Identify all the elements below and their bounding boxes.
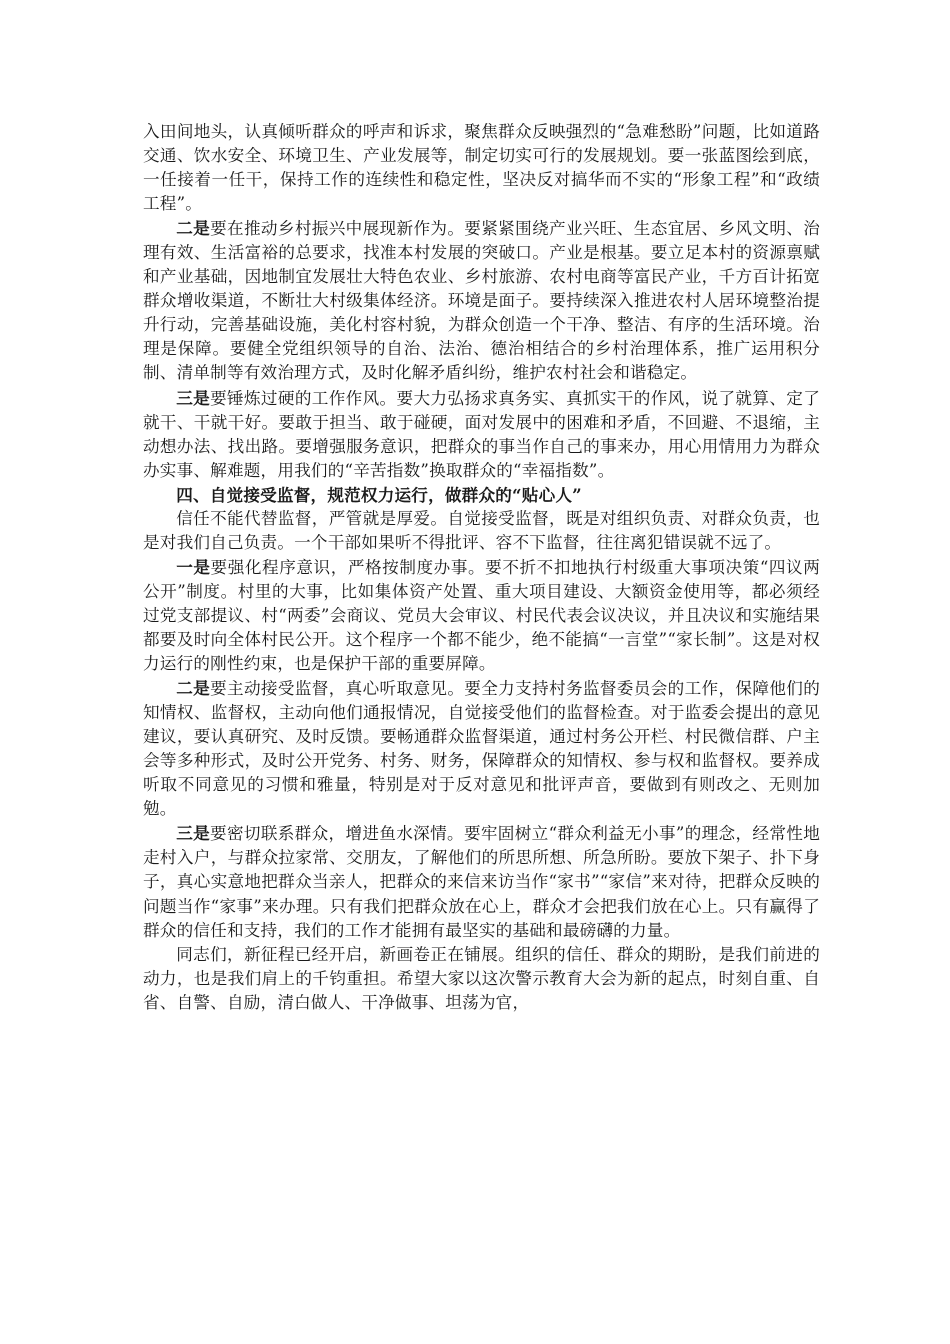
paragraph-continuation: [143, 120, 820, 216]
paragraph-text: 要强化程序意识，严格按制度办事。要不折不扣地执行村级重大事项决策“四议两公开”制度。村里的大事，比如集体资产处置、重大项目建设、大额资金使用等，都必须经过党支部提议、村“两委”会商议、党员大会审议、村民代表会议决议，并且决议和实施结果都要及时向全体村民公开。这个程序一个都不能少，绝不能搞“一言堂”“家长制”。这是对权力运行的刚性约束，也是保护干部的重要屏障。: [143, 557, 821, 674]
paragraph-text: 要锤炼过硬的工作作风。要大力弘扬求真务实、真抓实干的作风，说了就算、定了就干、干就干好。要敢于担当、敢于碰硬，面对发展中的困难和矛盾，不回避、不退缩，主动想办法、找出路。要增强服务意识，把群众的事当作自己的事来办，用心用情用力为群众办实事、解难题，用我们的“辛苦指数”换取群众的“幸福指数”。: [143, 388, 821, 480]
paragraph-text: 信任不能代替监督，严管就是厚爱。自觉接受监督，既是对组织负责、对群众负责，也是对我们自己负责。一个干部如果听不得批评、容不下监督，往往离犯错误就不远了。: [143, 508, 820, 552]
paragraph-point-one: [143, 555, 820, 676]
paragraph-text: 要密切联系群众，增进鱼水深情。要牢固树立“群众利益无小事”的理念，经常性地走村入户，与群众拉家常、交朋友，了解他们的所思所想、所急所盼。要放下架子、扑下身子，真心实意地把群众当亲人，把群众的来信来访当作“家书”“家信”来对待，把群众反映的问题当作“家事”来办理。只有我们把群众放在心上，群众才会把我们放在心上。只有赢得了群众的信任和支持，我们的工作才能拥有最坚实的基础和最磅礴的力量。: [143, 824, 820, 940]
paragraph-point-two: [143, 676, 820, 821]
paragraph-section-intro: [143, 507, 820, 555]
paragraph-lead: 一是: [176, 556, 211, 577]
document-body: [143, 120, 820, 1015]
paragraph-closing: [143, 943, 820, 1015]
paragraph-lead: 二是: [176, 218, 211, 239]
section-heading: 四、自觉接受监督，规范权力运行，做群众的“贴心人”: [176, 484, 582, 505]
paragraph-lead: 二是: [176, 678, 211, 699]
paragraph-text: 要主动接受监督，真心听取意见。要全力支持村务监督委员会的工作，保障他们的知情权、监督权，主动向他们通报情况，自觉接受他们的监督检查。对于监委会提出的意见建议，要认真研究、及时反馈。要畅通群众监督渠道，通过村务公开栏、村民微信群、户主会等多种形式，及时公开党务、村务、财务，保障群众的知情权、参与权和监督权。要养成听取不同意见的习惯和雅量，特别是对于反对意见和批评声音，要做到有则改之、无则加勉。: [143, 679, 821, 819]
paragraph-point-two: [143, 216, 820, 385]
paragraph-point-three: [143, 821, 820, 942]
paragraph-text: 要在推动乡村振兴中展现新作为。要紧紧围绕产业兴旺、生态宜居、乡风文明、治理有效、生活富裕的总要求，找准本村发展的突破口。产业是根基。要立足本村的资源禀赋和产业基础，因地制宜发展壮大特色农业、乡村旅游、农村电商等富民产业，千方百计拓宽群众增收渠道，不断壮大村级集体经济。环境是面子。要持续深入推进农村人居环境整治提升行动，完善基础设施，美化村容村貌，为群众创造一个干净、整洁、有序的生活环境。治理是保障。要健全党组织领导的自治、法治、德治相结合的乡村治理体系，推广运用积分制、清单制等有效治理方式，及时化解矛盾纠纷，维护农村社会和谐稳定。: [143, 219, 821, 383]
paragraph-text: 同志们，新征程已经开启，新画卷正在铺展。组织的信任、群众的期盼，是我们前进的动力，也是我们肩上的千钧重担。希望大家以这次警示教育大会为新的起点，时刻自重、自省、自警、自励，清白做人、干净做事、坦荡为官，: [143, 944, 820, 1012]
paragraph-point-three: [143, 386, 820, 483]
paragraph-lead: 三是: [176, 387, 211, 408]
paragraph-text: 入田间地头，认真倾听群众的呼声和诉求，聚焦群众反映强烈的“急难愁盼”问题，比如道路交通、饮水安全、环境卫生、产业发展等，制定切实可行的发展规划。要一张蓝图绘到底，一任接着一任干，保持工作的连续性和稳定性，坚决反对搞华而不实的“形象工程”和“政绩工程”。: [143, 122, 820, 214]
paragraph-lead: 三是: [176, 823, 211, 844]
